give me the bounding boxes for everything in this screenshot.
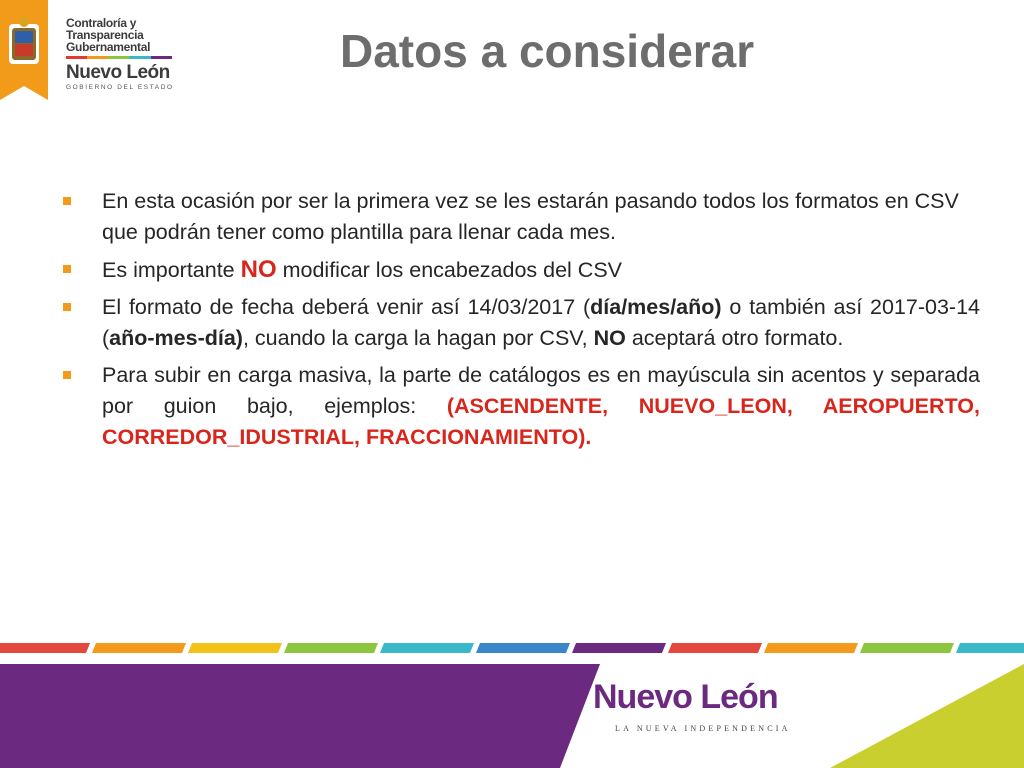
footer-tagline: LA NUEVA INDEPENDENCIA [615,724,791,733]
bullet-3-a: El formato de fecha deberá venir así 14/03/2017 ( [102,295,591,319]
bullet-4-b: (ASCENDENTE, NUEVO_LEON, AEROPUERTO, CORREDOR_IDUSTRIAL, FRACCIONAMIENTO). [102,394,980,449]
bullet-2-pre: Es importante [102,258,241,282]
footer-band [0,664,1024,768]
state-seal-ribbon [0,0,48,100]
bullet-3-g: aceptará otro formato. [625,326,844,350]
bullet-3-f: NO [593,326,626,350]
bullet-square-icon [63,265,71,273]
bullet-1-text: En esta ocasión por ser la primera vez se les estarán pasando todos los formatos en CSV que podrán tener como plantilla para llenar cada mes. [102,189,959,244]
bullet-square-icon [63,371,71,379]
bullet-3-d: año-mes-día) [109,326,243,350]
bullet-list [62,186,980,459]
bullet-2-no: NO [240,256,277,283]
org-logo [66,17,186,91]
list-item [62,186,980,248]
list-item [62,254,980,286]
bullet-square-icon [63,197,71,205]
list-item [62,360,980,453]
org-line-1: Contraloría y [66,16,137,30]
org-line-2: Transparencia [66,28,144,42]
org-brand: Nuevo León [66,62,170,83]
footer-brand-right: León [700,678,778,716]
list-item [62,292,980,354]
bullet-3-e: , cuando la carga la hagan por CSV, [242,326,594,350]
bullet-square-icon [63,303,71,311]
bullet-2-post: modificar los encabezados del CSV [276,258,623,282]
footer-brand-logo [593,672,813,742]
footer-color-stripes [0,643,1024,653]
footer-brand-left: Nuevo [593,678,692,716]
org-color-rule [66,56,172,59]
footer-brand-text [593,678,778,717]
page-title: Datos a considerar [340,25,755,77]
bullet-3-b: día/mes/año) [590,295,722,319]
org-line-3: Gubernamental [66,40,151,54]
bullet-4-a: Para subir en carga masiva, la parte de catálogos es en mayúscula sin acentos y separada por guion bajo, ejemplos: [102,363,980,418]
bullet-3-c: o también así 2017-03-14 ( [102,295,980,350]
org-subtitle: GOBIERNO DEL ESTADO [66,84,174,91]
